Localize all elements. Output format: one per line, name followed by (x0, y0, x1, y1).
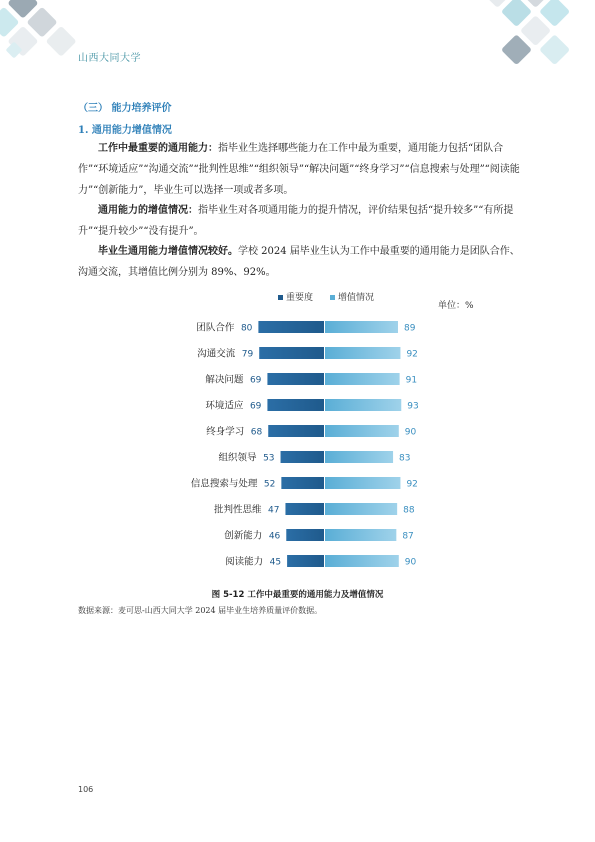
bar-importance (258, 321, 324, 333)
data-label-value-added: 89 (403, 323, 416, 334)
paragraph-value-added (78, 200, 520, 242)
category-label: 终身学习 (206, 426, 245, 438)
data-label-value-added: 91 (405, 375, 418, 386)
bar-value-added (325, 555, 399, 567)
category-label: 沟通交流 (197, 348, 236, 360)
paragraph-summary (78, 241, 520, 283)
paragraph-important-abilities (78, 138, 520, 201)
legend-label-value-added: 增值情况 (338, 293, 375, 303)
bar-importance (285, 503, 324, 515)
category-label: 团队合作 (196, 322, 235, 334)
paragraph-body: 学校 2024 届毕业生认为工作中最重要的通用能力是团队合作、沟通交流，其增值比例分别为 89%、92%。 (78, 246, 520, 278)
data-label-value-added: 88 (403, 505, 415, 516)
data-label-value-added: 90 (404, 427, 417, 438)
category-label: 环境适应 (205, 400, 244, 412)
bar-value-added (325, 347, 400, 359)
data-label-importance: 47 (268, 505, 280, 516)
data-label-importance: 53 (263, 453, 275, 464)
paragraph-lead: 通用能力的增值情况： (98, 205, 198, 216)
bar-value-added (325, 451, 393, 463)
category-label: 阅读能力 (225, 556, 264, 568)
legend-label-importance: 重要度 (286, 293, 314, 303)
category-label: 创新能力 (224, 530, 263, 542)
data-source: 数据来源：麦可思-山西大同大学 2024 届毕业生培养质量评价数据。 (78, 606, 323, 615)
category-label: 信息搜索与处理 (190, 478, 258, 490)
data-label-importance: 79 (241, 349, 254, 360)
data-label-value-added: 93 (407, 401, 419, 412)
figure-caption: 图 5-12 工作中最重要的通用能力及增值情况 (211, 590, 384, 600)
bar-importance (281, 451, 324, 463)
bar-value-added (325, 477, 400, 489)
category-label: 组织领导 (218, 452, 257, 464)
bar-value-added (325, 529, 396, 541)
legend-swatch-importance (278, 295, 283, 300)
bar-value-added (325, 503, 397, 515)
data-label-importance: 68 (250, 427, 263, 438)
paragraph-body: 指毕业生对各项通用能力的提升情况，评价结果包括“提升较多”“有所提升”“提升较少”“没有提升”。 (78, 205, 514, 237)
bar-importance (287, 555, 324, 567)
legend-swatch-value-added (330, 295, 335, 300)
bar-importance (267, 399, 324, 411)
category-label: 解决问题 (205, 374, 244, 386)
bar-importance (268, 425, 324, 437)
bar-importance (267, 373, 324, 385)
paragraph-lead: 毕业生通用能力增值情况较好。 (98, 246, 238, 257)
bar-importance (286, 529, 324, 541)
bar-value-added (325, 425, 399, 437)
bar-importance (281, 477, 324, 489)
data-label-importance: 69 (249, 375, 262, 386)
paragraph-lead: 工作中最重要的通用能力： (98, 143, 218, 154)
data-label-value-added: 92 (406, 349, 418, 360)
school-name: 山西大同大学 (78, 53, 141, 64)
data-label-value-added: 90 (404, 557, 417, 568)
data-label-importance: 46 (268, 531, 281, 542)
category-label: 批判性思维 (213, 504, 262, 516)
paragraph-body: 指毕业生选择哪些能力在工作中最为重要，通用能力包括“团队合作”“环境适应”“沟通交流”“批判性思维”“组织领导”“解决问题”“终身学习”“信息搜索与处理”“阅读能力”“创新能力”，毕业生可以选择一项或者多项。 (78, 143, 520, 196)
header-decoration (0, 0, 595, 90)
data-label-importance: 69 (249, 401, 262, 412)
data-label-value-added: 87 (402, 531, 414, 542)
unit-label: 单位：% (438, 301, 474, 311)
bar-importance (259, 347, 324, 359)
subsection-title: 1. 通用能力增值情况 (78, 125, 172, 136)
data-label-importance: 80 (240, 323, 253, 334)
bar-value-added (325, 373, 400, 385)
data-label-importance: 45 (269, 557, 282, 568)
section-title: （三） 能力培养评价 (78, 103, 172, 114)
data-label-value-added: 83 (399, 453, 411, 464)
bar-value-added (325, 321, 398, 333)
data-label-value-added: 92 (406, 479, 418, 490)
abilities-bar-chart (120, 285, 520, 575)
page-number: 106 (78, 785, 94, 794)
bar-value-added (325, 399, 401, 411)
data-label-importance: 52 (263, 479, 276, 490)
